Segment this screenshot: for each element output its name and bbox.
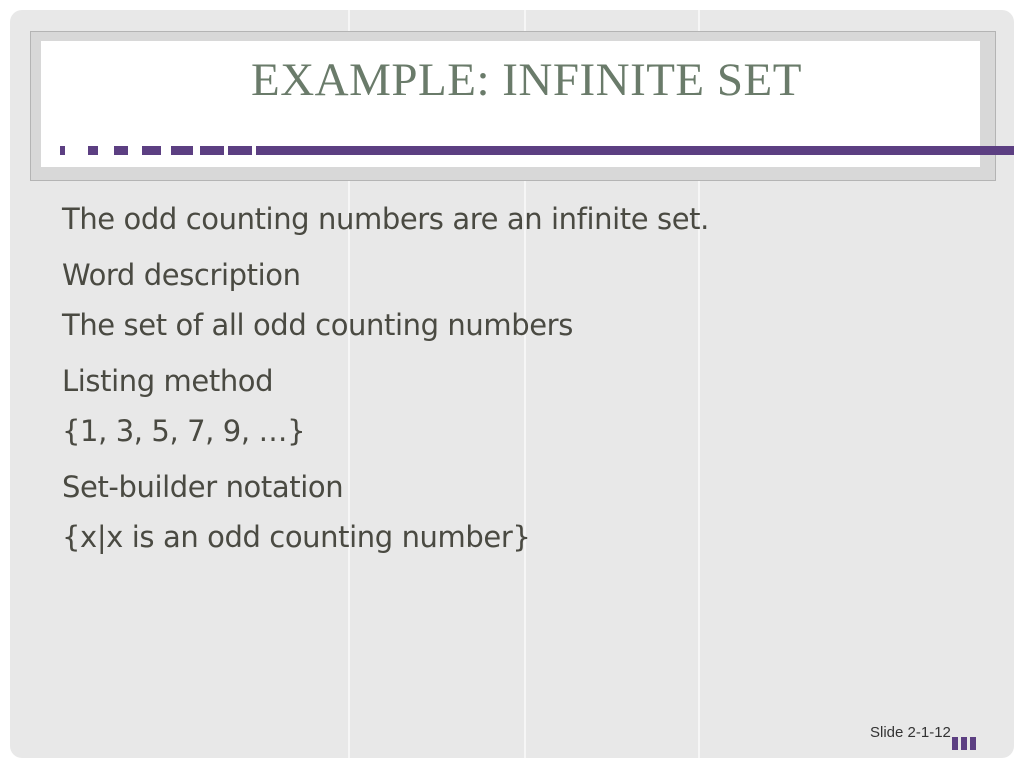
word-description-heading: Word description <box>62 258 301 292</box>
set-builder-heading: Set-builder notation <box>62 470 344 504</box>
title-box <box>41 41 980 167</box>
corner-bars-icon <box>952 737 982 751</box>
slide-title: EXAMPLE: INFINITE SET <box>251 54 802 106</box>
word-description-text: The set of all odd counting numbers <box>62 308 573 342</box>
listing-method-heading: Listing method <box>62 364 274 398</box>
listing-method-text: {1, 3, 5, 7, 9, …} <box>62 414 306 448</box>
title-frame <box>30 31 996 181</box>
slide <box>10 10 1014 758</box>
set-builder-text: {x|x is an odd counting number} <box>62 520 531 554</box>
intro-text: The odd counting numbers are an infinite set. <box>62 202 709 236</box>
slide-number: Slide 2-1-12 <box>870 724 951 741</box>
